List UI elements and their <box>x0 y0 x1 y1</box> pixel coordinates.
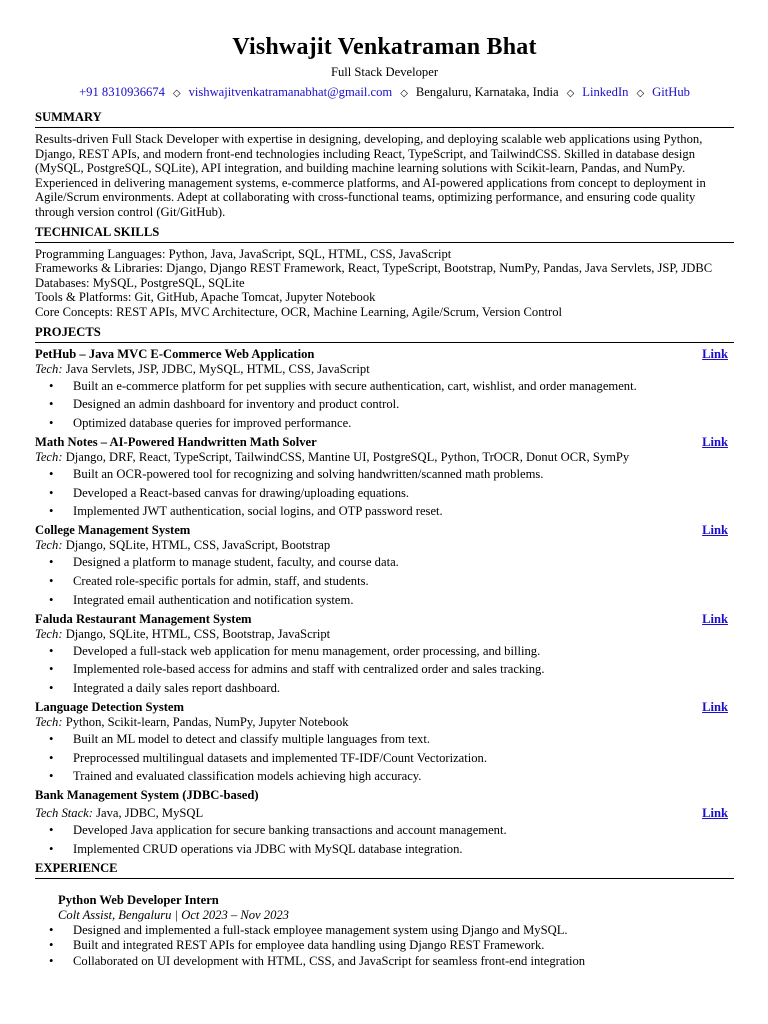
tech-stack: Python, Scikit-learn, Pandas, NumPy, Jupyter Notebook <box>65 714 349 729</box>
location-text: Bengaluru, Karnataka, India <box>415 85 559 99</box>
separator-diamond-icon: ◇ <box>400 88 408 99</box>
list-item: • Developed Java application for secure banking transactions and account management. <box>35 823 734 838</box>
project-link[interactable]: Link <box>702 346 728 361</box>
github-link[interactable]: GitHub <box>652 85 690 99</box>
tech-stack: Django, DRF, React, TypeScript, TailwindCSS, Mantine UI, PostgreSQL, Python, TrOCR, Donut OCR, SymPy <box>65 449 630 464</box>
project-bullets <box>35 379 734 431</box>
project-item <box>35 523 734 607</box>
tech-stack: Java Servlets, JSP, JDBC, MySQL, HTML, CSS, JavaScript <box>65 361 370 376</box>
experience-heading: EXPERIENCE <box>35 861 734 879</box>
email-link[interactable]: vishwajitvenkatramanabhat@gmail.com <box>188 85 393 99</box>
separator-diamond-icon: ◇ <box>566 88 575 99</box>
tech-label: Tech: <box>35 538 63 553</box>
project-bullets <box>35 467 734 519</box>
project-link[interactable]: Link <box>702 434 728 449</box>
project-bullets <box>35 823 734 856</box>
tech-label: Tech: <box>35 361 63 376</box>
list-item: • Trained and evaluated classification models achieving high accuracy. <box>35 769 734 784</box>
tech-label: Tech Stack: <box>35 806 93 821</box>
list-item: • Designed a platform to manage student, faculty, and course data. <box>35 555 734 570</box>
tech-stack: Java, JDBC, MySQL <box>96 806 204 821</box>
project-link[interactable]: Link <box>702 523 728 538</box>
project-item <box>35 788 734 856</box>
project-bullets <box>35 555 734 607</box>
candidate-name: Vishwajit Venkatraman Bhat <box>232 34 537 60</box>
list-item: • Collaborated on UI development with HTML, CSS, and JavaScript for seamless front-end integration <box>35 954 734 970</box>
project-title: PetHub – Java MVC E-Commerce Web Application <box>35 346 315 361</box>
list-item: • Built an OCR-powered tool for recognizing and solving handwritten/scanned math problems. <box>35 467 734 482</box>
list-item: • Built an e-commerce platform for pet supplies with secure authentication, cart, wishlist, and order management. <box>35 379 734 394</box>
list-item: • Preprocessed multilingual datasets and implemented TF-IDF/Count Vectorization. <box>35 751 734 766</box>
skills-heading: TECHNICAL SKILLS <box>35 225 734 243</box>
list-item: • Implemented role-based access for admins and staff with centralized order and sales tracking. <box>35 662 734 677</box>
tech-label: Tech: <box>35 449 63 464</box>
skills-line: Frameworks & Libraries: Django, Django REST Framework, React, TypeScript, Bootstrap, NumPy, Pandas, Java Servlets, JSP, JDBC <box>35 261 713 276</box>
tech-stack: Django, SQLite, HTML, CSS, JavaScript, Bootstrap <box>65 538 331 553</box>
projects-heading: PROJECTS <box>35 325 734 343</box>
list-item: • Built and integrated REST APIs for employee data handling using Django REST Framework. <box>35 938 734 954</box>
project-item <box>35 612 734 696</box>
list-item: • Designed and implemented a full-stack employee management system using Django and MySQL. <box>35 923 734 939</box>
project-title: Language Detection System <box>35 699 185 714</box>
list-item: • Optimized database queries for improved performance. <box>35 416 734 431</box>
project-link[interactable]: Link <box>702 806 728 821</box>
experience-bullets <box>35 923 734 970</box>
linkedin-link[interactable]: LinkedIn <box>582 85 629 99</box>
tech-label: Tech: <box>35 626 63 641</box>
list-item: • Developed a React-based canvas for drawing/uploading equations. <box>35 486 734 501</box>
tech-label: Tech: <box>35 714 63 729</box>
list-item: • Integrated email authentication and notification system. <box>35 593 734 608</box>
project-item <box>35 435 734 519</box>
candidate-role: Full Stack Developer <box>330 65 439 79</box>
summary-text: Results-driven Full Stack Developer with expertise in designing, developing, and deploying scalable web applications using Python, Django, REST APIs, and modern front-end technologies including React, TypeScript, and TailwindCSS. Skilled in database design (MySQL, PostgreSQL, SQLite), API integration, and building machine learning solutions with Scikit-learn, Pandas, and NumPy. Experienced in delivering management systems, e-commerce platforms, and AI-powered applications from concept to deployment in Agile/Scrum environments. Adept at collaborating with cross-functional teams, optimizing performance, and ensuring code quality through version control (Git/GitHub). <box>35 132 706 219</box>
experience-item <box>58 893 734 970</box>
project-link[interactable]: Link <box>702 611 728 626</box>
skills-list <box>35 247 734 320</box>
list-item: • Designed an admin dashboard for inventory and product control. <box>35 397 734 412</box>
tech-stack: Django, SQLite, HTML, CSS, Bootstrap, JavaScript <box>65 626 331 641</box>
project-item <box>35 347 734 431</box>
skills-line: Databases: MySQL, PostgreSQL, SQLite <box>35 275 245 290</box>
summary-heading: SUMMARY <box>35 110 734 128</box>
list-item: • Implemented JWT authentication, social logins, and OTP password reset. <box>35 504 734 519</box>
project-title: Math Notes – AI-Powered Handwritten Math Solver <box>35 434 317 449</box>
phone-link[interactable]: +91 8310936674 <box>79 85 165 99</box>
project-title: College Management System <box>35 523 191 538</box>
separator-diamond-icon: ◇ <box>172 88 181 99</box>
list-item: • Created role-specific portals for admin, staff, and students. <box>35 574 734 589</box>
project-bullets <box>35 732 734 784</box>
contact-line <box>35 85 734 101</box>
list-item: • Developed a full-stack web application for menu management, order processing, and billing. <box>35 644 734 659</box>
project-link[interactable]: Link <box>702 699 728 714</box>
project-title: Bank Management System (JDBC-based) <box>35 788 259 803</box>
list-item: • Implemented CRUD operations via JDBC with MySQL database integration. <box>35 842 734 857</box>
project-title: Faluda Restaurant Management System <box>35 611 252 626</box>
experience-role: Python Web Developer Intern <box>58 892 219 907</box>
project-item <box>35 700 734 784</box>
skills-line: Programming Languages: Python, Java, JavaScript, SQL, HTML, CSS, JavaScript <box>35 246 452 261</box>
project-bullets <box>35 644 734 696</box>
skills-line: Core Concepts: REST APIs, MVC Architecture, OCR, Machine Learning, Agile/Scrum, Version Control <box>35 304 563 319</box>
list-item: • Integrated a daily sales report dashboard. <box>35 681 734 696</box>
experience-meta: Colt Assist, Bengaluru | Oct 2023 – Nov 2023 <box>58 907 289 922</box>
list-item: • Built an ML model to detect and classify multiple languages from text. <box>35 732 734 747</box>
skills-line: Tools & Platforms: Git, GitHub, Apache Tomcat, Jupyter Notebook <box>35 290 376 305</box>
separator-diamond-icon: ◇ <box>636 88 645 99</box>
